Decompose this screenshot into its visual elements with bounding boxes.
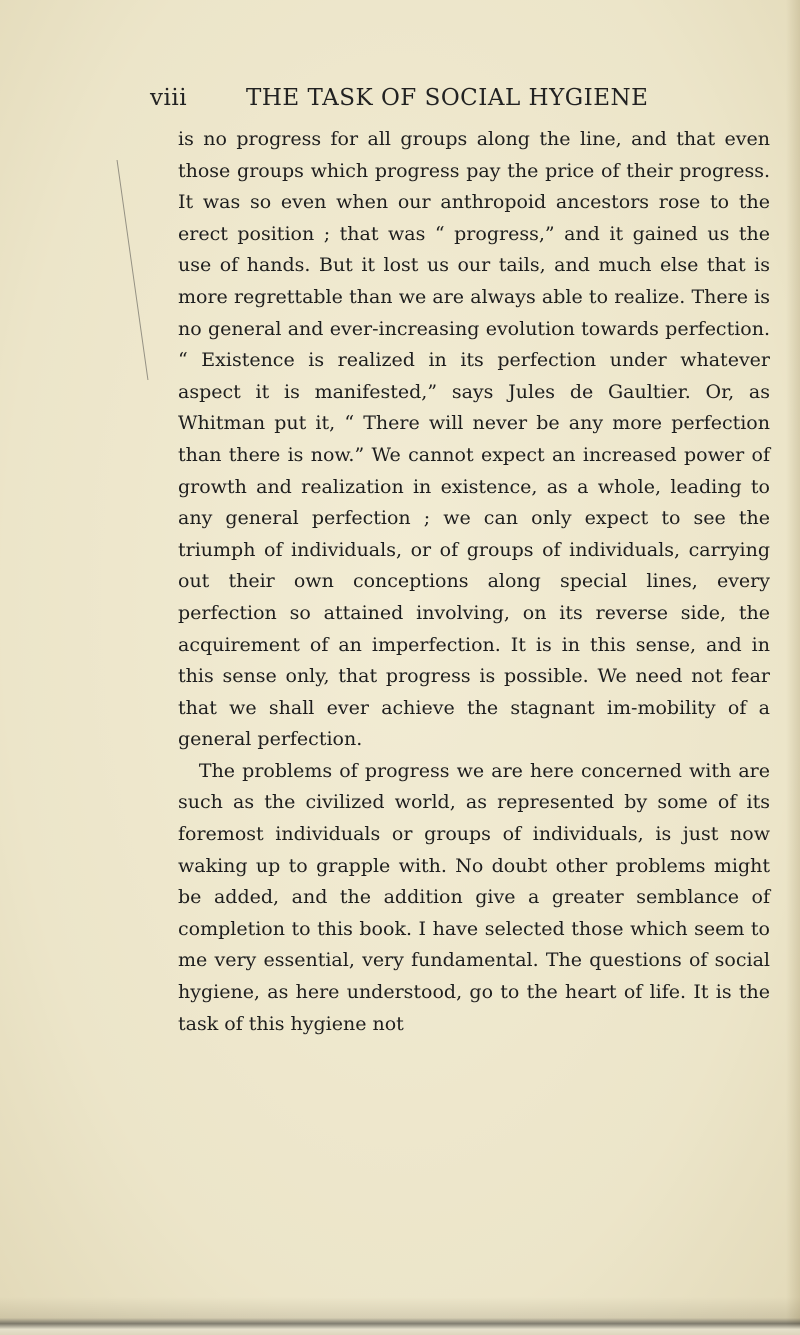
running-title: THE TASK OF SOCIAL HYGIENE [246, 85, 649, 111]
page-edge-shadow [786, 0, 800, 1335]
running-header [150, 85, 790, 111]
paragraph-1: is no progress for all groups along the line, and that even those groups which progress pay the price of their progress. It was so even when our anthropoid ancestors rose to the erect position ; that was “ progress,” and it gained us the use of hands. But it lost us our tails, and much else that is more regrettable than we are always able to realize. There is no general and ever-increasing evolution towards perfection. “ Existence is realized in its perfection under whatever aspect it is manifested,” says Jules de Gaultier. Or, as Whitman put it, “ There will never be any more perfection than there is now.” We cannot expect an increased power of growth and realization in existence, as a whole, leading to any general perfection ; we can only expect to see the triumph of individuals, or of groups of individuals, carrying out their own conceptions along special lines, every perfection so attained involving, on its reverse side, the acquirement of an imperfection. It is in this sense, and in this sense only, that progress is possible. We need not fear that we shall ever achieve the stagnant im-mobility of a general perfection. [178, 128, 770, 751]
body-text [178, 124, 770, 1040]
paragraph-2: The problems of progress we are here concerned with are such as the civilized world, as represented by some of its foremost individuals or groups of individuals, is just now waking up to grapple with. No doubt other problems might be added, and the addition give a greater semblance of completion to this book. I have selected those which seem to me very essential, very fundamental. The questions of social hygiene, as here understood, go to the heart of life. It is the task of this hygiene not [178, 759, 770, 1035]
page-number: viii [150, 85, 188, 111]
page-bottom-edge [0, 1297, 800, 1335]
pencil-margin-mark [117, 160, 161, 380]
